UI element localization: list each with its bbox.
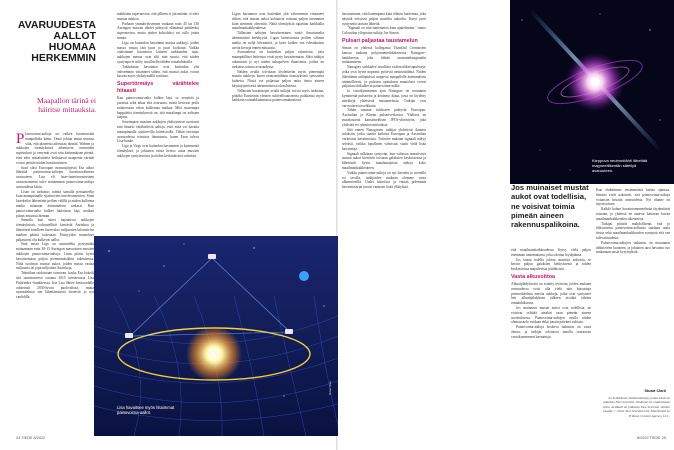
text-column-5: [511, 248, 591, 434]
folio-left: 24 TIEDE 8/2022: [16, 436, 46, 440]
satellite-icon: [285, 329, 293, 334]
paragraph: Tällaisten havaintojen avulla tutkijat voivat myös tarkistaa, pitääkö Einsteinin yleinen suhteellisuusteoria paikkansa myös kaikkein voimakkaimmissa painovoimakentissä.: [232, 88, 324, 103]
illustration-caption: Lisa havaitsee myös hitaimmat painovoima-aallot.: [117, 405, 175, 416]
neutron-star-image: [510, 0, 674, 184]
paragraph: Kun painovoima-aalto kulkee läpi, se venyttää ja puristaa sekä aikaa että avaruutta, mistä kertovat peilit mitatessaan valon kulkemaa matkaa. Mitä suurempia kappaleita törmäyksessä on, sitä matalampi on aaltojen taajuus.: [117, 96, 199, 120]
neutron-star-core: [590, 77, 600, 87]
lead-paragraph: Planovoima-aaltoja on vaikea havainnoida maapallolta käsin. Tämä johtuu muun muassa siitä, että planeetta aiheuttaa tärinää. Walnen ja aukkojen törmäyksistä aiheutuvat avaruuden supistukset ja venymät ovat niin äärimmäisen pieniä, ettei edes mittalaitteita heiluttavat maaperän värinät voivat peittää niiden havaitsemisen.: [16, 132, 94, 165]
text-column-3: [232, 12, 324, 234]
paragraph: Parhaan ymmärryksemme mukaan noin 45 tai 130 Auringon massan tähdet päätyvät elämänsä päätteeksi supernovina, mutta niiden kohtaloksi voi tulla jotain muuta.: [117, 21, 199, 40]
satellite-icon: [125, 333, 133, 338]
paragraph: Signaali tulkitaan syntyvän, kun valtavan massiiviset mustat aukot kiertävät toisiaan galaksien keskustoissa ja lähettävät hyvin matalataajuisia aaltoja koko maailmankaikkeuteen.: [342, 151, 426, 170]
satellite-icon: [208, 254, 216, 259]
section-heading-pulsari: Pulsari paljastaa taustamelun: [342, 37, 418, 44]
paragraph: Painovoima-aaltojen tutkimus on muuttanut tähtitieteen luonteen, ja jokainen uusi havainto tuo mukanaan uusia kysymyksiä.: [596, 240, 670, 255]
paragraph: Juuri siksi Euroopan avaruusjärjestö Esa aikoo lähettää painovoima-aaltojen havaintovälineen avaruuteen. Lisa eli laser-interferometrinen avaruusantenni tulee mittaamaan painovoima-aaltoja avaruudesta käsin.: [16, 165, 94, 189]
text-column-6: [596, 188, 670, 384]
paragraph: makkaina supernovina, että jälkeen ei jää mitään, ei edes mustaa aukkoa.: [117, 12, 199, 21]
paragraph: Tutkijat pitävät mahdollisena, että jo lähivuosina painovoima-aalloista saadaan uutta tietoa sekä maailmankaikkeuden synnystä että sen tulevaisuudesta.: [596, 221, 670, 240]
paragraph: Avaruudessa on kuitenkin paljon rakenteita, joita maanpäälliset laitteistot eivät pysty havaitsemaan. Siksi tutkijat rakentavat jo nyt uuden sukupolven ilmaisimia, joiden on tarkoitus toimia avaruudessa.: [232, 50, 324, 69]
illustration-credit: Kuva: Esa: [328, 381, 332, 395]
paragraph: Tekniikan taidoistaan toimivan, koska Esa kokeili sitä onnistuneesti vuonna 2015 toteutetussa Lisa Pathfinder -hankkeessa. Itse Lisa lähtee kiertoradalle odotetusti 2030-luvun puolivälissä, mutta suunnitelmat sen lähettämisestä etenevät jo nyt vauhdilla.: [16, 271, 94, 300]
section-heading-alkusoittoa: Vasta alkusoittoa: [511, 273, 556, 280]
paragraph: Tähän samaan tulokseen päätyvät Euroopan, Australian ja Kiinan pulsariverkostot. Yhdessä ne muodostavat kansainvälisen IPTA-yhteistyön, joka yhdistää eri ryhmien mittaukset.: [342, 108, 426, 127]
paragraph: Nanograv tarkkailee tavallisia radiovoihkeisupulsseja, jotka ovat hyvin nopeasti pyöriviä neutronitähtiä. Niiden lähettämät radiopulssit saapuvat maapallolle äärimmäisen säännöllisesti, ja pulssien ajoituksen muutokset voivat paljastaa ohikulkevat painovoima-aallot.: [342, 65, 426, 89]
author-byline: Stuart Clark: [644, 389, 666, 393]
neutron-star-photo: [510, 0, 674, 184]
paragraph: Vaikka painovoima-aaltoja on nyt havaittu jo monella eri tavalla, tutkijoiden mukaan olemme vasta alkumetreillä. Uudet laitteistot ja entistä pidemmät havaintosarjat tuovat varmasti lisää yllätyksiä.: [342, 170, 426, 190]
sun-core: [207, 347, 221, 361]
paragraph: Samalla kun siteet hajautuvat aukkojen törmäyksissä, valosatelliitit kiertävät Aurinkoa ja lähettävät toisilleen laservaloa miljoonien kilometrien matkan päästä toisistaan. Etäisyyden muutokset paljastavat ohi kulkevat aallot.: [16, 218, 94, 242]
paragraph: havaitsimme, että kauempana kuin tähtien kuolemaa, joka näyttää erityisen paljon mustilta aukoilta, löytyi juuri syntyneitä taustan lähteitä.: [342, 12, 426, 26]
article-credits: on brittiläinen tiedetoimittaja, jonka teksti on julkaistu New Scientist -lehdessä 19. maaliskuuta 2022. Artikkeli on julkaistu New Scientist -lehden luvalla. © 2022 New Scientist Ltd. Distributed by Tribune Content Agency, LLC.: [602, 396, 670, 418]
drop-cap: P: [16, 132, 25, 147]
folio-right: 8/2022 TIEDE 25: [636, 436, 666, 440]
earth-icon: [299, 271, 309, 281]
photo-caption: Kieppuva neutronitähti lähettää magneettikentän säteilyä avaruuteen.: [592, 158, 648, 173]
article-subhead: Maapallon tärinä ei häiritse mittauksia.: [36, 96, 96, 114]
paragraph: "Signaali on niin tuntematon kuin ajattelimme," sanoo Coloradon yliopiston tutkija Joe Simon.: [342, 26, 426, 36]
paragraph: Simon on yhdessä kollegansa Thankful Cromartien kanssa mukana pohjoisamerikkalaisessa Nanograv-hankkeessa, joka tähtää taustamelusignaalin mittaamiseen.: [342, 45, 426, 65]
paragraph: Lisan on tarkoitus toimia samalla periaatteella kuin maanpinnalle sijaitsevien interferometrien. Siinä laserkeilat lähetetään peilien välillä ja niiden kulkema matka mitataan äärimmäisen tarkasti. Kun painovoima-aalto kulkee laitteiston läpi, matkan pituus muuttuu hieman.: [16, 189, 94, 218]
text-column-2: [117, 12, 199, 234]
paragraph: Ligo ja Virgo ovat kuitenkin havainneet jo kymmeniä törmäyksiä, ja jokainen niistä kertoo uutta mustien aukkojen syntytavoista ja niiden keskinäisistä suhteista.: [117, 144, 199, 158]
paragraph: Tukholman havainnot ovat kuitenkin yhä vahvemmin viitanneet siihen, että mustat aukot voivat kasvaa myös yhdistymällä toisiinsa.: [117, 64, 199, 79]
paragraph: Kun ehdotimme ensimmäistä kertaa ajatusta, ihmiset eivät uskoneet, että painovoima-aaltoja voitaisiin havaita avaruudesta. Nyt tilanne on täysin toinen.: [596, 188, 670, 207]
paragraph: Sitä ennen Nanogravin tutkijat yhdistivät datansa tuloksiin, jotka saatiin kaikista Euroopan ja Australian verkoston havainnoista. Tulosten mukaan signaali näkyy selvästi, vaikka lopullinen vahvistus vaatii vielä lisää havaintoja.: [342, 127, 426, 151]
pull-quote: Jos muinaiset mustat aukot ovat todellisia, ne voisivat toimia pimeän aineen rakennuspalikoina.: [511, 183, 589, 230]
paragraph: Suurimpien mustien aukkojen yhdistymiset tuottavat niin hitaasti värähteleviä aaltoja, ettei niitä voi havaita maanpinnalla sijaitsevilla laitteistoilla. Tähän tarvitaan avaruudessa toimivia ilmaisimia, kuten Esan tuleva Lisa-hanke.: [117, 120, 199, 144]
paragraph: Jos tausta todella johtuu mustista aukoista, se kertoo paljon galaksien kehityksestä ja niiden keskustoissa majailevista jättiläisistä.: [511, 257, 591, 272]
paragraph: Kaikki kolme havaintomenetelmää täydentävät toisiaan, ja yhdessä ne antavat kattavan kuvan maailmankaikkeuden rakenteista.: [596, 207, 670, 221]
paragraph: Jo vuosikymmenen ajan Nanograv on seurannut kymmeniä pulsareita ja kerännyt dataa, josta on löydetty merkkejä yhteisestä taustamelusta. Tutkijat ovat varovaisen toiveikkaita.: [342, 89, 426, 108]
paragraph: Alkuräjähdyksestä on esitetty teorioita, joiden mukaan avaruudessa voisi olla vielä niin kutsuttuja primordiaalisia mustia aukkoja, jotka ovat syntyneet heti alkuräjähdyksen jälkeen eivätkä tähtien romahduksessa.: [511, 281, 591, 306]
text-column-4: [342, 12, 426, 434]
paragraph: Jos muinaiset mustat aukot ovat todellisia, ne voisivat selittää ainakin osan pimeän aineen arvoituksesta. Painovoima-aaltojen avulla niiden olemassaolo voidaan ehkä jonain päivänä todistaa.: [511, 305, 591, 325]
paragraph: Ligo on kuitenkin havainnut mustia aukkoja, joiden massa vastaa tätä juuri ja juuri kooltaan. Vaikka ottaisimme huomioon laitteen tarkkuuden rajat, aukkojen massat ovat silti niin suuria, että niiden syntytapa ei selity tavallisella tähden romahduksella.: [117, 40, 199, 64]
paragraph: Painovoima-aaltoja koskeva tutkimus on vasta alussa, ja tutkijat odottavat innolla seuraavan vuosikymmenen havaintoja.: [511, 325, 591, 339]
paragraph: Ligon havainnot ovat kuitenkin yhä vahvemmin viitanneet siihen, että mustat aukot kohtaavat toisiaan paljon useammin kuin aiemmin oletettiin. Näitä törmäyksiä tapahtuu kaikkialla maailmankaikkeudessa.: [232, 12, 324, 31]
text-column-1: [16, 132, 94, 432]
article-headline: AVARUUDESTA AALLOT HUOMAA HERKEMMIN: [17, 19, 96, 64]
paragraph: Näiden avulla toivotaan löydettävän myös pienempiä mustia aukkoja, kuten neutronitähtien törmäyksistä syntyneitä kohteita. Niistä voi paljastua paljon uutta tietoa aineen käyttäytymisestä äärimmäisissä olosuhteissa.: [232, 69, 324, 88]
paragraph: Sinä missä Ligo on suunniteltu pystymään mittaamaan noin 30-13 Auringon massaisten mustien aukkojen painovoima-aaltoja, Lisan pitäisi kyetä havaitsemaan paljon pienemmästäkin rakenteesta. Niitä tuottavat mustat aukot, joiden massa vastaa miljoonia tai jopa miljoonia Aurinkoja.: [16, 242, 94, 271]
paragraph: että maailmankaikkeudessa löytyy vielä paljon enemmän tuntematonta, joka odottaa löytäjäänsä.: [511, 248, 591, 257]
paragraph: Tällaisten aaltojen havaitseminen vaatii ilmaisimelta äärimmäistä herkkyyttä. Ligon laitteistoissa peilien välinen matka on neljä kilometriä, ja laser kulkee sen edestakaisin useita kertoja ennen mittausta.: [232, 31, 324, 50]
section-heading-supertormays: Supertörmäys värähtelee hitaasti: [117, 81, 199, 95]
